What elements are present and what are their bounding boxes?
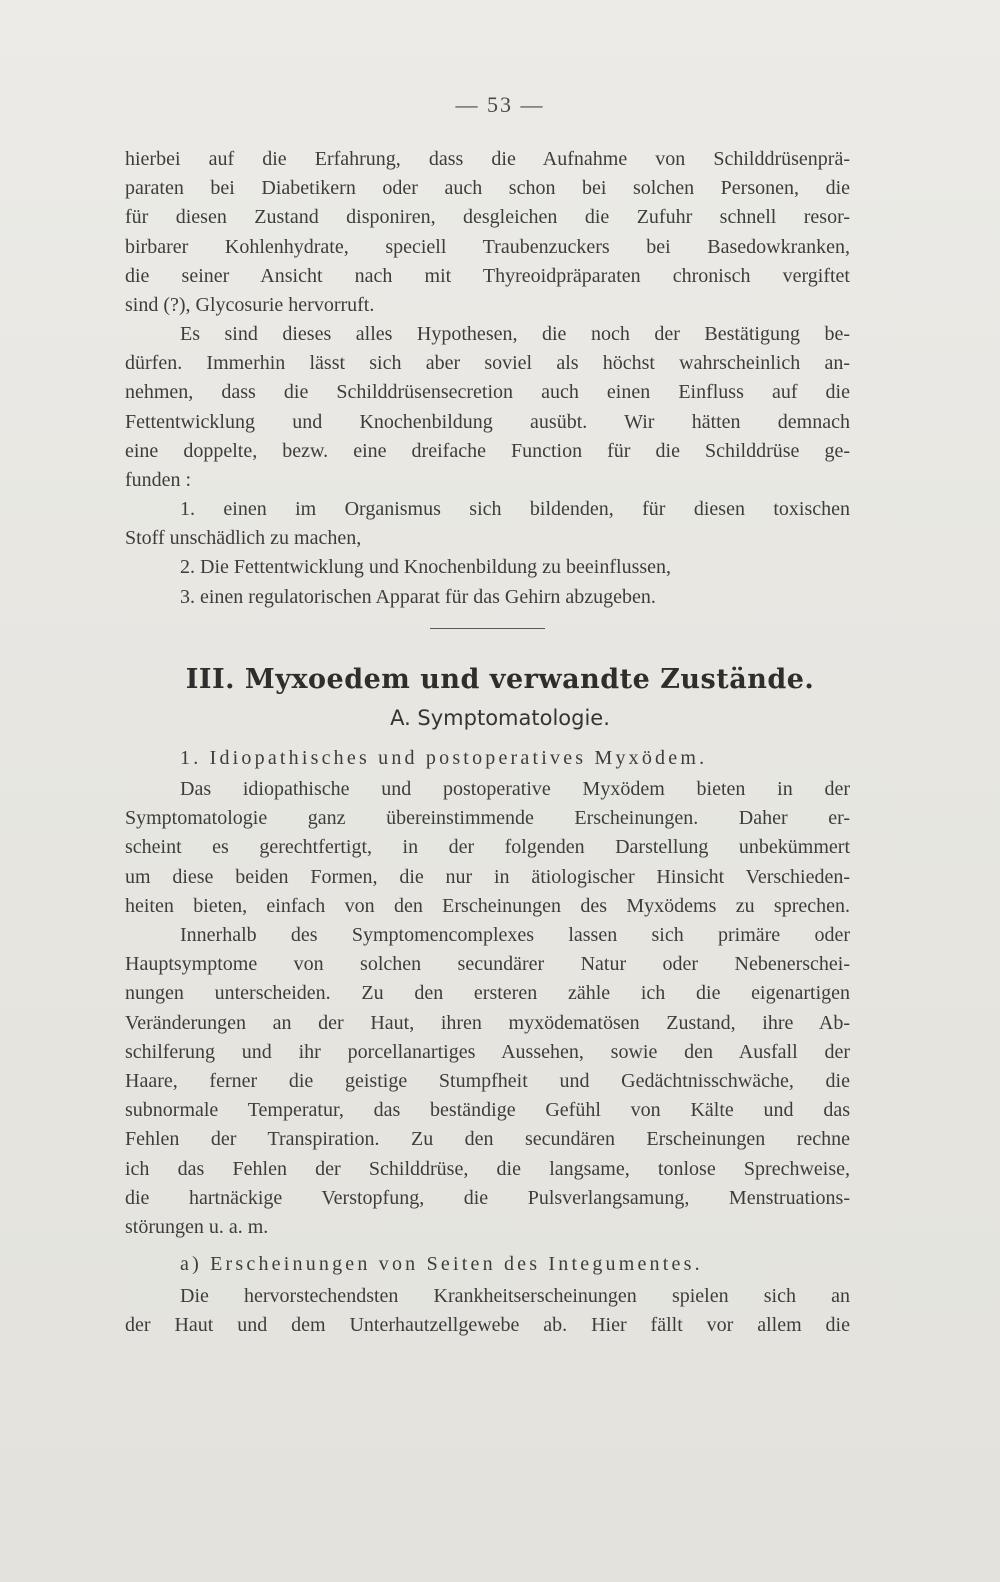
text-line: Fehlen der Transpiration. Zu den secundären Erscheinungen rechne xyxy=(125,1128,850,1151)
paragraph-symptomatology xyxy=(125,775,850,921)
text-line: subnormale Temperatur, das beständige Gefühl von Kälte und das xyxy=(125,1099,850,1122)
text-line: Symptomatologie ganz übereinstimmende Erscheinungen. Daher er- xyxy=(125,807,850,830)
text-line: Fettentwicklung und Knochenbildung ausübt. Wir hätten demnach xyxy=(125,410,850,433)
text-line: funden : xyxy=(125,469,192,492)
text-line: Veränderungen an der Haut, ihren myxödematösen Zustand, ihre Ab- xyxy=(125,1011,850,1034)
list-item: 3. einen regulatorischen Apparat für das Gehirn abzugeben. xyxy=(180,585,656,608)
text-line: heiten bieten, einfach von den Erscheinungen des Myxödems zu sprechen. xyxy=(125,894,850,917)
paragraph-hypotheses xyxy=(125,320,850,495)
paragraph-glycosuria xyxy=(125,145,850,320)
text-line: der Haut und dem Unterhautzellgewebe ab. Hier fällt vor allem die xyxy=(125,1314,850,1337)
text-line: dürfen. Immerhin lässt sich aber soviel als höchst wahrscheinlich an- xyxy=(125,352,850,375)
text-line: sind (?), Glycosurie hervorruft. xyxy=(125,294,375,317)
text-line: Innerhalb des Symptomencomplexes lassen sich primäre oder xyxy=(180,924,850,946)
text-line: Das idiopathische und postoperative Myxödem bieten in der xyxy=(180,778,850,800)
text-line: nehmen, dass die Schilddrüsensecretion auch einen Einfluss auf die xyxy=(125,381,850,404)
section-title: III. Myxoedem und verwandte Zustände. xyxy=(185,664,815,695)
text-line: Haare, ferner die geistige Stumpfheit und Gedächtnisschwäche, die xyxy=(125,1070,850,1093)
function-list xyxy=(125,495,850,612)
text-line: die hartnäckige Verstopfung, die Pulsverlangsamung, Menstruations- xyxy=(125,1186,850,1209)
text-line: Hauptsymptome von solchen secundärer Natur oder Nebenerschei- xyxy=(125,953,850,976)
text-line: Es sind dieses alles Hypothesen, die noch der Bestätigung be- xyxy=(180,323,850,345)
sub-heading: 1. Idiopathisches und postoperatives Myxödem. xyxy=(180,747,708,769)
text-line: ich das Fehlen der Schilddrüse, die langsame, tonlose Sprechweise, xyxy=(125,1157,850,1180)
sub-heading: a) Erscheinungen von Seiten des Integumentes. xyxy=(180,1253,703,1275)
paragraph-symptom-complex xyxy=(125,921,850,1242)
text-line: paraten bei Diabetikern oder auch schon bei solchen Personen, die xyxy=(125,177,850,200)
section-divider xyxy=(430,628,545,629)
text-line: scheint es gerechtfertigt, in der folgenden Darstellung unbekümmert xyxy=(125,836,850,859)
heading-myxoedema xyxy=(125,744,850,773)
text-line: um diese beiden Formen, die nur in ätiologischer Hinsicht Verschieden- xyxy=(125,865,850,888)
list-item: 1. einen im Organismus sich bildenden, für diesen toxischen xyxy=(180,498,850,520)
list-item: Stoff unschädlich zu machen, xyxy=(125,527,362,550)
list-item: 2. Die Fettentwicklung und Knochenbildung zu beeinflussen, xyxy=(180,556,672,579)
text-line: Die hervorstechendsten Krankheitserscheinungen spielen sich an xyxy=(180,1285,850,1307)
text-line: schilferung und ihr porcellanartiges Aussehen, sowie den Ausfall der xyxy=(125,1040,850,1063)
text-line: hierbei auf die Erfahrung, dass die Aufnahme von Schilddrüsenprä- xyxy=(125,148,850,170)
text-line: birbarer Kohlenhydrate, speciell Traubenzuckers bei Basedowkranken, xyxy=(125,235,850,258)
subsection-title: A. Symptomatologie. xyxy=(390,706,610,730)
text-line: die seiner Ansicht nach mit Thyreoidpräparaten chronisch vergiftet xyxy=(125,264,850,287)
text-line: nungen unterscheiden. Zu den ersteren zähle ich die eigenartigen xyxy=(125,982,850,1005)
text-line: störungen u. a. m. xyxy=(125,1216,269,1239)
heading-integument xyxy=(125,1250,850,1279)
text-line: eine doppelte, bezw. eine dreifache Function für die Schilddrüse ge- xyxy=(125,439,850,462)
page-number: — 53 — xyxy=(455,92,545,117)
text-line: für diesen Zustand disponiren, desgleichen die Zufuhr schnell resor- xyxy=(125,206,850,229)
paragraph-skin xyxy=(125,1282,850,1340)
